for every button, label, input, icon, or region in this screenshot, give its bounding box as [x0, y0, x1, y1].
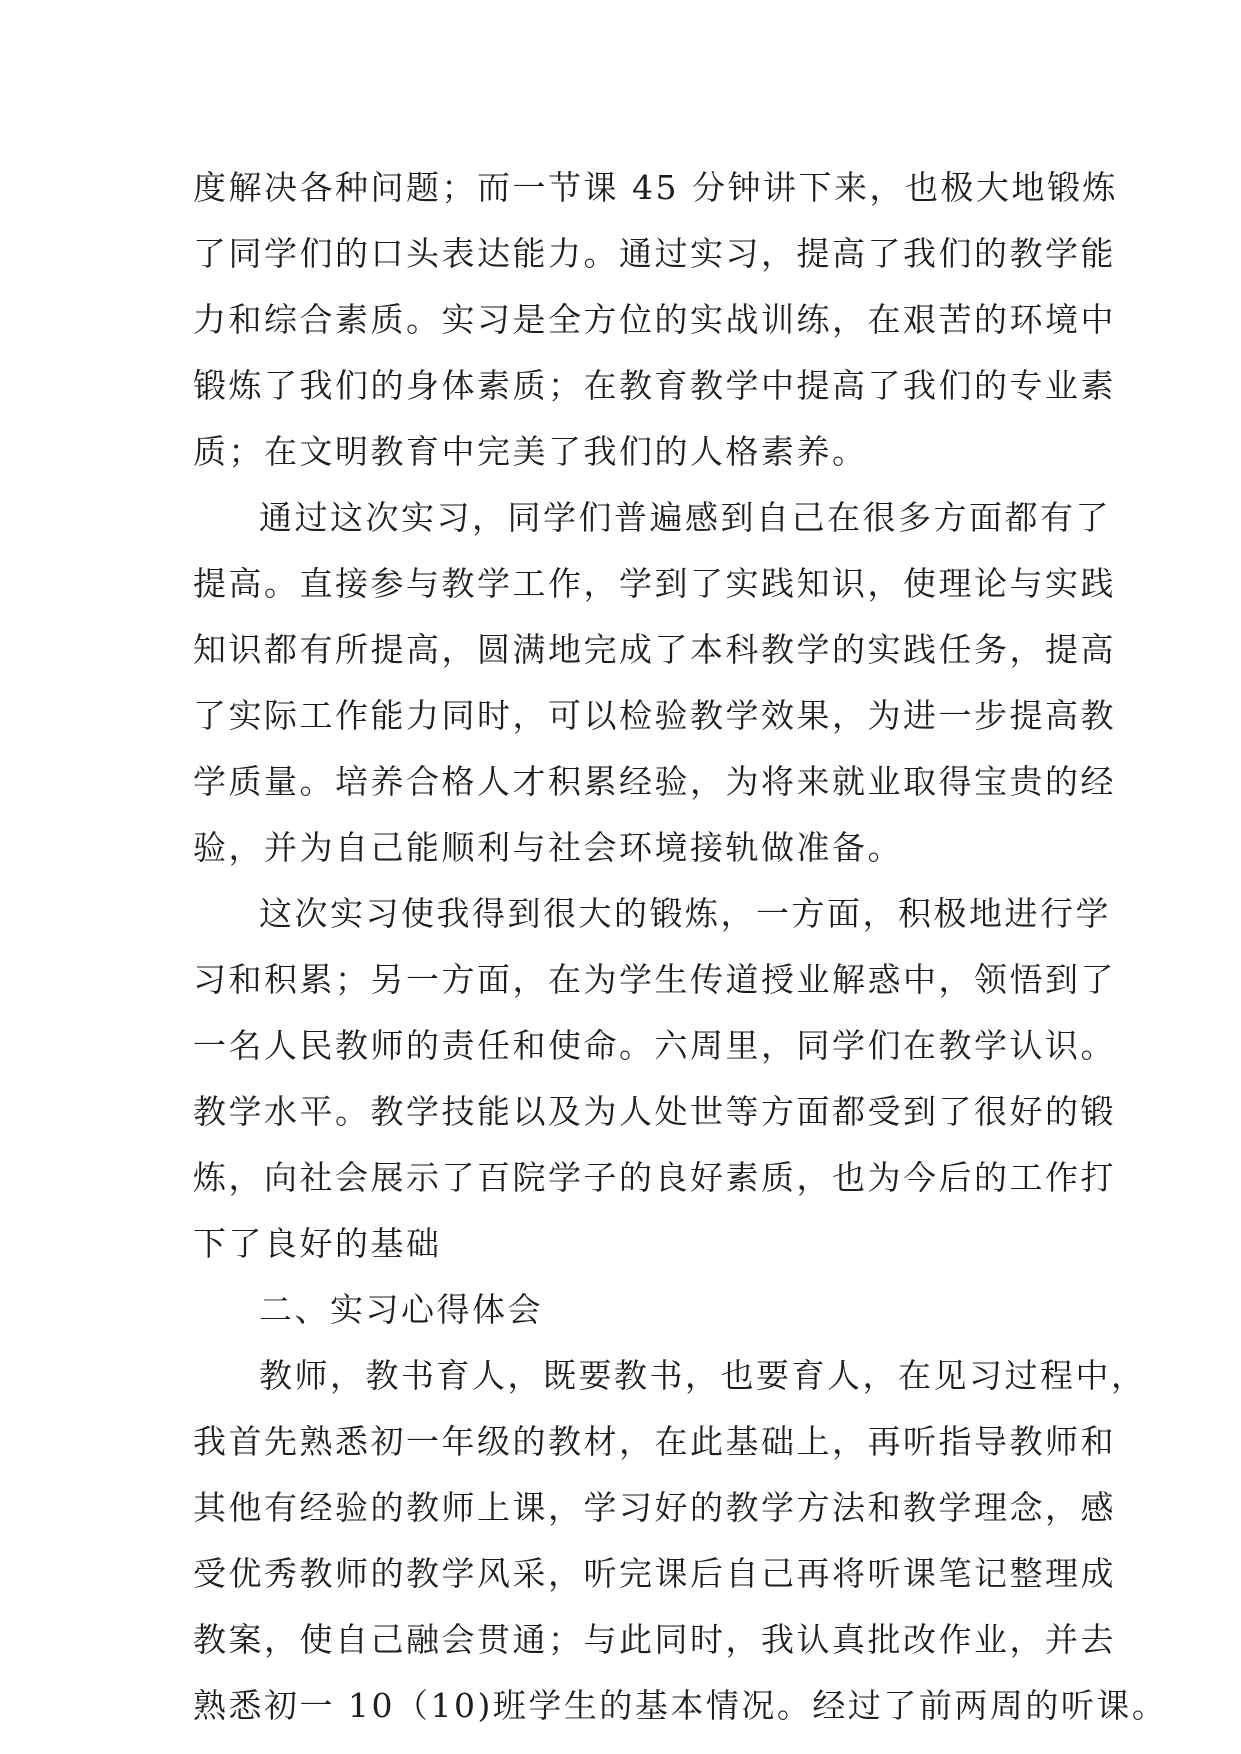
paragraph-first-line: 这次实习使我得到很大的锻炼，一方面，积极地进行学 [259, 894, 1111, 933]
section-heading: 二、实习心得体会 [259, 1290, 543, 1329]
text-line: 质；在文明教育中完美了我们的人格素养。 [193, 432, 868, 471]
text-line: 学质量。培养合格人才积累经验，为将来就业取得宝贵的经 [193, 762, 1116, 801]
text-line: 教学水平。教学技能以及为人处世等方面都受到了很好的锻 [193, 1092, 1116, 1131]
text-line: 力和综合素质。实习是全方位的实战训练，在艰苦的环境中 [193, 300, 1116, 339]
text-line: 炼，向社会展示了百院学子的良好素质，也为今后的工作打 [193, 1158, 1116, 1197]
text-line: 提高。直接参与教学工作，学到了实践知识，使理论与实践 [193, 564, 1116, 603]
text-line: 教案，使自己融会贯通；与此同时，我认真批改作业，并去 [193, 1620, 1116, 1659]
text-line: 我首先熟悉初一年级的教材，在此基础上，再听指导教师和 [193, 1422, 1116, 1461]
text-line: 习和积累；另一方面，在为学生传道授业解惑中，领悟到了 [193, 960, 1116, 999]
text-line: 了同学们的口头表达能力。通过实习，提高了我们的教学能 [193, 234, 1116, 273]
text-line: 验，并为自己能顺利与社会环境接轨做准备。 [193, 828, 903, 867]
text-line: 度解决各种问题；而一节课 45 分钟讲下来，也极大地锻炼 [193, 168, 1118, 207]
text-line: 锻炼了我们的身体素质；在教育教学中提高了我们的专业素 [193, 366, 1116, 405]
paragraph-first-line: 教师，教书育人，既要教书，也要育人，在见习过程中， [259, 1356, 1147, 1395]
text-line: 受优秀教师的教学风采，听完课后自己再将听课笔记整理成 [193, 1554, 1116, 1593]
text-line: 知识都有所提高，圆满地完成了本科教学的实践任务，提高 [193, 630, 1116, 669]
text-line: 一名人民教师的责任和使命。六周里，同学们在教学认识。 [193, 1026, 1116, 1065]
text-line: 下了良好的基础 [193, 1224, 442, 1263]
text-line: 熟悉初一 10（10)班学生的基本情况。经过了前两周的听课。 [193, 1686, 1168, 1725]
text-line: 了实际工作能力同时，可以检验教学效果，为进一步提高教 [193, 696, 1116, 735]
paragraph-first-line: 通过这次实习，同学们普遍感到自己在很多方面都有了 [259, 498, 1111, 537]
text-line: 其他有经验的教师上课，学习好的教学方法和教学理念，感 [193, 1488, 1116, 1527]
